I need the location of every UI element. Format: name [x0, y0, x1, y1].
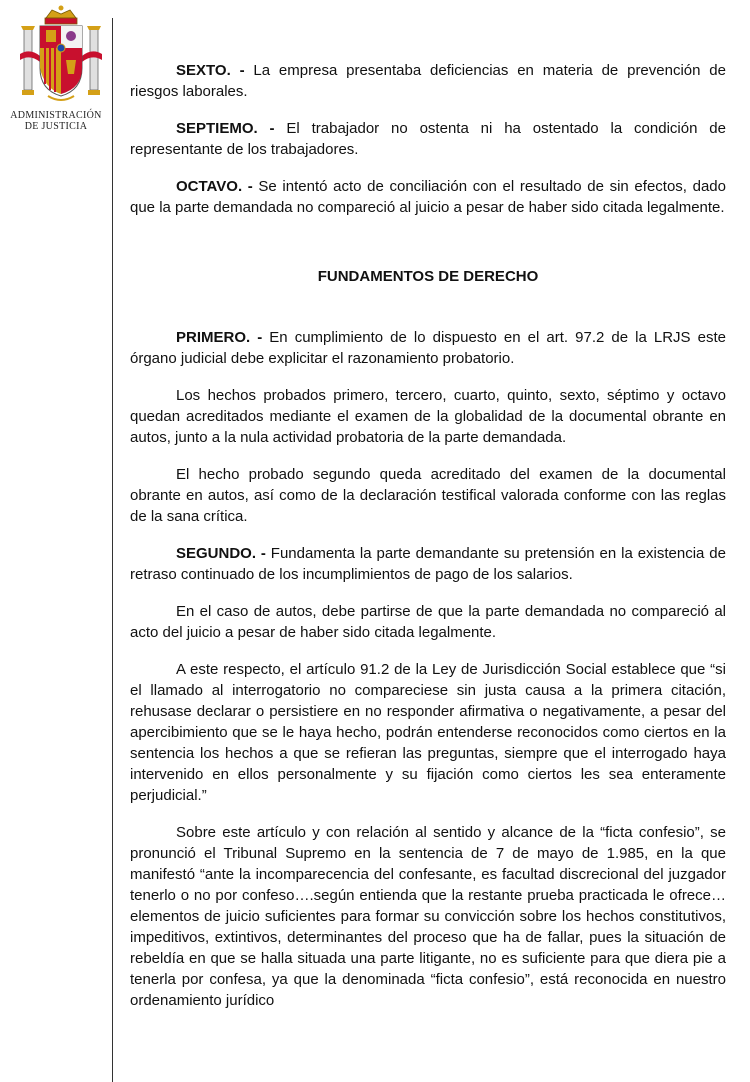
text-octavo: Se intentó acto de conciliación con el resultado de sin efectos, dado que la parte demandada no compareció al juicio a pesar de haber sido citada legalmente.	[130, 178, 726, 216]
text-sexto: La empresa presentaba deficiencias en materia de prevención de riesgos laborales.	[130, 62, 726, 100]
paragraph-octavo	[130, 176, 726, 218]
paragraph-articulo: A este respecto, el artículo 91.2 de la Ley de Jurisdicción Social establece que “si el llamado al interrogatorio no compareciese sin justa causa a la primera citación, rehusase declarar o persistiere en no responder afirmativa o negativamente, a pesar del apercibimiento que se le haya hecho, podrán entenderse reconocidos como ciertos en la sentencia los hechos a que se refieran las preguntas, siempre que el interrogado haya intervenido en ellos personalmente y su fijación como ciertos les sea enteramente perjudicial.”	[130, 661, 726, 804]
paragraph-ficta: Sobre este artículo y con relación al sentido y alcance de la “ficta confesio”, se pronunció el Tribunal Supremo en la sentencia de 7 de mayo de 1.985, en la que manifestó “ante la incomparecencia del confesante, es facultad discrecional del juzgador tenerlo o no por confeso….según entienda que la restante prueba practicada le ofrece…elementos de juicio suficientes para formar su convicción sobre los hechos constitutivos, impeditivos, extintivos, determinantes del proceso que ha de fallar, pues la situación de rebeldía en que se halla situada una parte litigante, no es suficiente para que diera pie a tenerla por confesa, ya que la denominada “ficta confesio”, está reconocida en nuestro ordenamiento jurídico	[130, 824, 726, 1009]
label-septiemo: SEPTIEMO. -	[176, 120, 275, 137]
document-body	[130, 60, 726, 1011]
institution-name	[6, 110, 106, 132]
institution-name-line1: ADMINISTRACIÓN	[10, 110, 102, 121]
coat-of-arms-icon	[18, 4, 104, 112]
paragraph-segundo-hecho: El hecho probado segundo queda acreditado del examen de la documental obrante en autos, así como de la declaración testifical valorada conforme con las reglas de la sana crítica.	[130, 466, 726, 525]
paragraph-sexto	[130, 60, 726, 102]
label-segundo: SEGUNDO. -	[176, 545, 266, 562]
text-segundo: Fundamenta la parte demandante su pretensión en la existencia de retraso continuado de los incumplimientos de pago de los salarios.	[130, 545, 726, 583]
paragraph-autos: En el caso de autos, debe partirse de que la parte demandada no compareció al acto del juicio a pesar de haber sido citada legalmente.	[130, 603, 726, 641]
institution-name-line2: DE JUSTICIA	[24, 121, 88, 132]
label-sexto: SEXTO. -	[176, 62, 245, 79]
text-septiemo: El trabajador no ostenta ni ha ostentado la condición de representante de los trabajadores.	[130, 120, 726, 158]
section-title: FUNDAMENTOS DE DERECHO	[317, 268, 539, 285]
paragraph-hechos: Los hechos probados primero, tercero, cuarto, quinto, sexto, séptimo y octavo quedan acreditados mediante el examen de la globalidad de la documental obrante en autos, junto a la nula actividad probatoria de la parte demandada.	[130, 387, 726, 446]
label-octavo: OCTAVO. -	[176, 178, 253, 195]
margin-divider	[112, 18, 113, 1082]
paragraph-primero	[130, 327, 726, 369]
paragraph-septiemo	[130, 118, 726, 160]
paragraph-segundo	[130, 543, 726, 585]
sidebar	[0, 0, 112, 1082]
text-primero: En cumplimiento de lo dispuesto en el art. 97.2 de la LRJS este órgano judicial debe explicitar el razonamiento probatorio.	[130, 329, 726, 367]
label-primero: PRIMERO. -	[176, 329, 263, 346]
